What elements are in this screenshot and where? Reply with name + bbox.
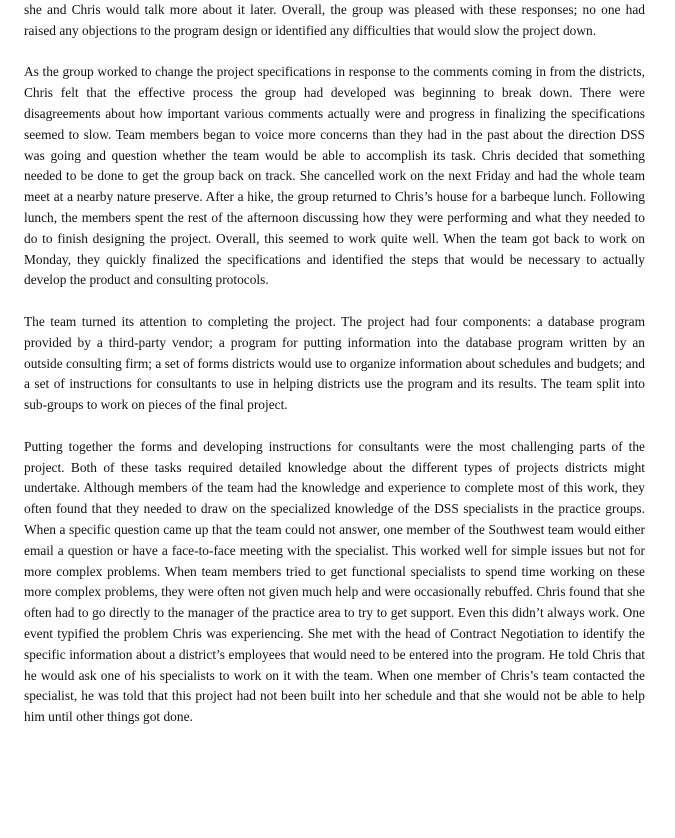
paragraph-1: she and Chris would talk more about it later. Overall, the group was pleased with these responses; no one had raised any objections to the program design or identified any difficulties that would slow the project down. (24, 2, 645, 38)
paragraph-2: As the group worked to change the project specifications in response to the comments coming in from the districts, Chris felt that the effective process the group had developed was beginning to break down. There were disagreements about how important various comments actually were and progress in finalizing the specifications seemed to slow. Team members began to voice more concerns than they had in the past about the direction DSS was going and question whether the team would be able to accomplish its task. Chris decided that something needed to be done to get the group back on track. She cancelled work on the next Friday and had the whole team meet at a nearby nature preserve. After a hike, the group returned to Chris’s house for a barbeque lunch. Following lunch, the members spent the rest of the afternoon discussing how they were performing and what they needed to do to finish designing the project. Overall, this seemed to work quite well. When the team got back to work on Monday, they quickly finalized the specifications and identified the steps that would be necessary to actually develop the product and consulting protocols. (24, 64, 645, 288)
document-page (24, 0, 645, 728)
paragraph-4: Putting together the forms and developing instructions for consultants were the most challenging parts of the project. Both of these tasks required detailed knowledge about the different types of projects districts might undertake. Although members of the team had the knowledge and experience to complete most of this work, they often found that they needed to draw on the specialized knowledge of the DSS specialists in the practice groups. When a specific question came up that the team could not answer, one member of the Southwest team would either email a question or have a face-to-face meeting with the specialist. This worked well for simple issues but not for more complex problems. When team members tried to get functional specialists to spend time working on these more complex problems, they were often not given much help and were occasionally rebuffed. Chris found that she often had to go directly to the manager of the practice area to try to get support. Even this didn’t always work. One event typified the problem Chris was experiencing. She met with the head of Contract Negotiation to identify the specific information about a district’s employees that would need to be entered into the program. He told Chris that he would ask one of his specialists to work on it with the team. When one member of Chris’s team contacted the specialist, he was told that this project had not been built into her schedule and that she would not be able to help him until other things got done. (24, 438, 645, 725)
paragraph-3: The team turned its attention to completing the project. The project had four components: a database program provided by a third-party vendor; a program for putting information into the database program written by an outside consulting firm; a set of forms districts would use to organize information about schedules and budgets; and a set of instructions for consultants to use in helping districts use the program and its results. The team split into sub-groups to work on pieces of the final project. (24, 313, 645, 413)
